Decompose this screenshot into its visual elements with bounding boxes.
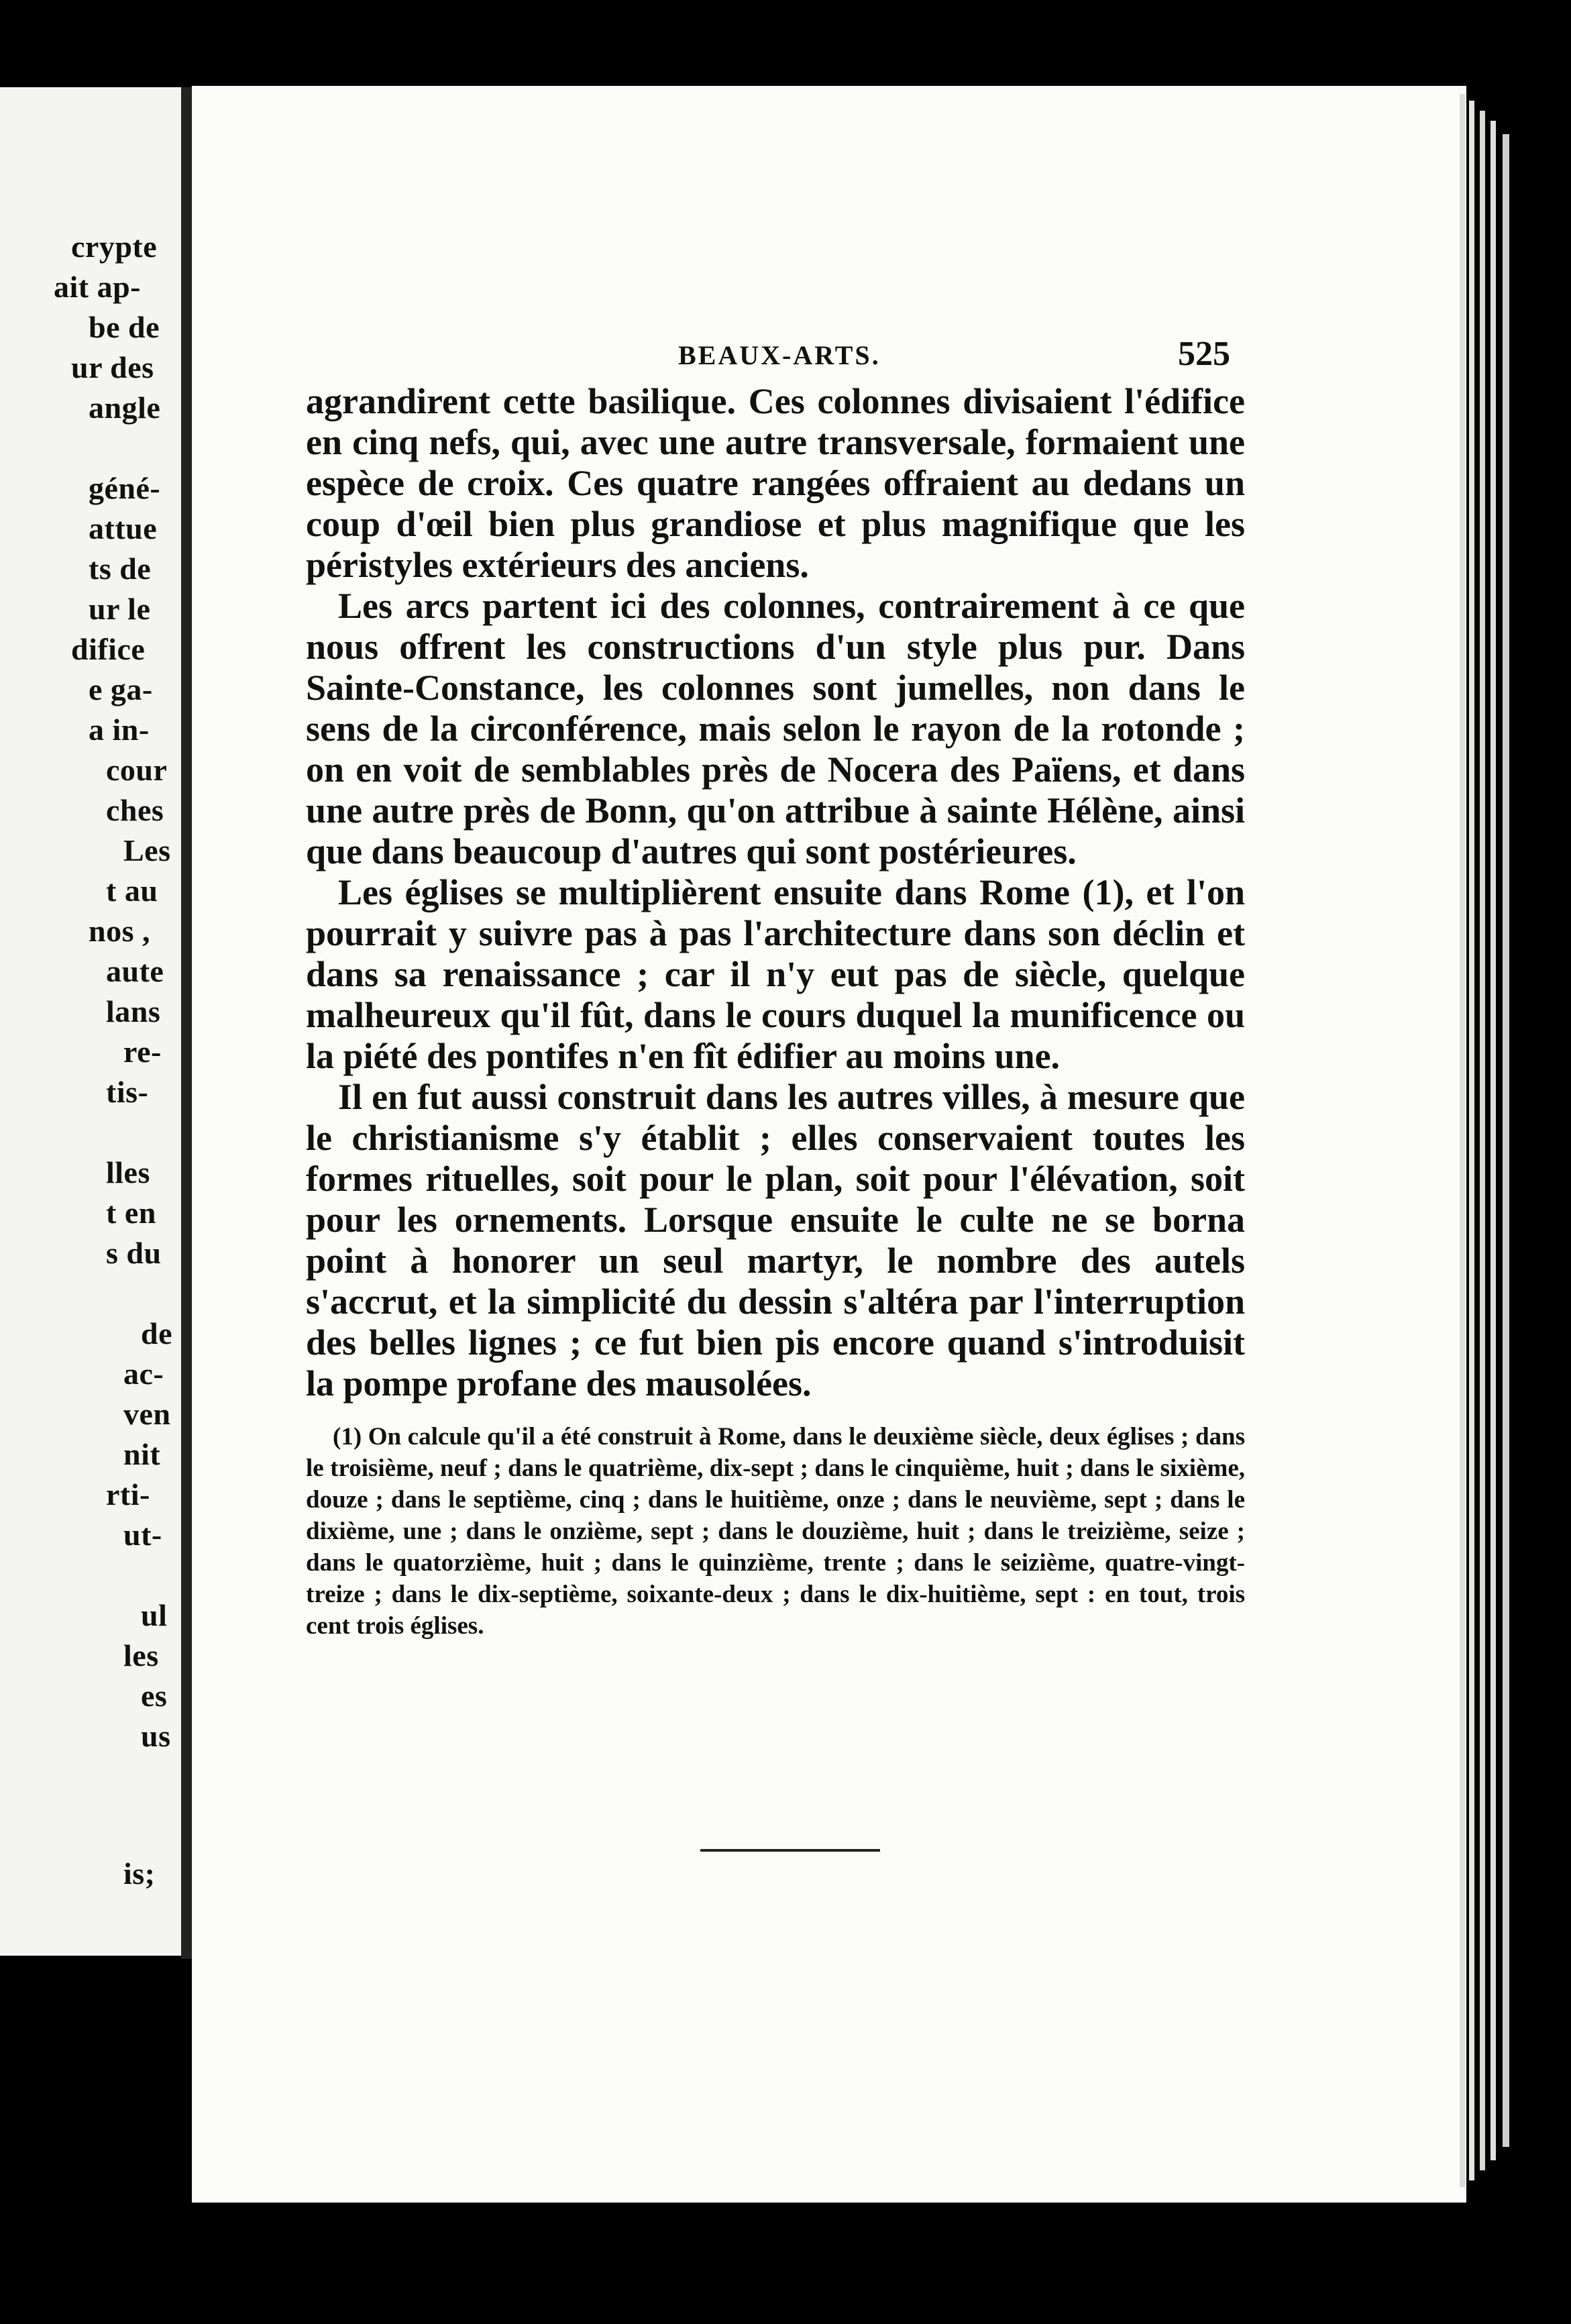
paragraph: Les églises se multiplièrent ensuite dans Rome (1), et l'on pourrait y suivre pas à pas l'architecture dans son déclin et dans sa renaissance ; car il n'y eut pas de siècle, quelque malheureux qu'il fût, dans le cours duquel la munificence ou la piété des pontifes n'en fît édifier au moins une. <box>306 872 1245 1076</box>
left-page-line: t au <box>106 874 158 908</box>
left-page-line: ut- <box>123 1518 162 1552</box>
end-rule <box>700 1849 880 1852</box>
left-page-line: aute <box>106 954 164 988</box>
left-page-line: be de <box>89 310 160 344</box>
left-page-line: angle <box>89 390 161 425</box>
left-page-line: lles <box>106 1155 150 1190</box>
left-page-line: de <box>141 1316 172 1351</box>
left-page-line: s du <box>106 1236 162 1270</box>
page-number: 525 <box>1178 335 1230 373</box>
running-head: BEAUX-ARTS. <box>678 340 881 370</box>
page-header <box>192 335 1466 380</box>
left-page-line: us <box>141 1719 171 1753</box>
left-page-line: attue <box>89 511 158 545</box>
page-edge <box>1469 101 1474 2180</box>
left-page-line: cour <box>106 753 168 787</box>
left-page-fragment <box>0 87 181 1956</box>
paragraph: agrandirent cette basilique. Ces colonnes divisaient l'édifice en cinq nefs, qui, avec une autre transversale, formaient une espèce de croix. Ces quatre rangées offraient au dedans un coup d'œil bien plus grandiose et plus magnifique que les péristyles extérieurs des anciens. <box>306 381 1245 585</box>
left-page-line: ur des <box>71 350 154 384</box>
left-page-line: es <box>141 1679 168 1713</box>
left-page-line: rti- <box>106 1477 150 1512</box>
body-text <box>306 381 1245 1404</box>
footnote: (1) On calcule qu'il a été construit à Rome, dans le deuxième siècle, deux églises ; dans le troisième, neuf ; dans le quatrième, dix-sept ; dans le cinquième, huit ; dans le sixième, douze ; dans le septième, cinq ; dans le huitième, onze ; dans le neuvième, sept ; dans le dixième, une ; dans le onzième, sept ; dans le douzième, huit ; dans le treizième, seize ; dans le quatorzième, huit ; dans le quinzième, trente ; dans le seizième, quatre-vingt-treize ; dans le dix-septième, soixante-deux ; dans le dix-huitième, sept : en tout, trois cent trois églises. <box>306 1423 1245 1640</box>
left-page-line: crypte <box>71 229 158 264</box>
page-edge <box>1480 111 1485 2170</box>
left-page-line: lans <box>106 994 161 1028</box>
left-page-line: ven <box>123 1397 171 1431</box>
left-page-line: nos , <box>89 914 150 948</box>
left-page-line: ur le <box>89 592 151 626</box>
left-page-line: tis- <box>106 1075 149 1109</box>
left-page-line: re- <box>123 1035 162 1069</box>
page-edge <box>1491 121 1496 2160</box>
paragraph: Il en fut aussi construit dans les autres villes, à mesure que le christianisme s'y établit ; elles conservaient toutes les formes rituelles, soit pour le plan, soit pour l'élévation, soit pour les ornements. Lorsque ensuite le culte ne se borna point à honorer un seul martyr, le nombre des autels s'accrut, et la simplicité du dessin s'altéra par l'interruption des belles lignes ; ce fut bien pis encore quand s'introduisit la pompe profane des mausolées. <box>306 1077 1245 1404</box>
left-page-line: ac- <box>123 1357 164 1391</box>
book-gutter <box>181 87 192 1959</box>
left-page-line: ul <box>141 1598 168 1632</box>
left-page-line: Les <box>123 833 171 867</box>
page-edge <box>1460 94 1465 2187</box>
left-page-line: les <box>123 1638 159 1673</box>
left-page-line: a in- <box>89 712 150 747</box>
left-page-line: ches <box>106 793 164 827</box>
left-page-line: e ga- <box>89 672 153 706</box>
left-page-line: ait ap- <box>54 270 141 304</box>
left-page-line: t en <box>106 1196 156 1230</box>
left-page-line: géné- <box>89 471 161 505</box>
left-page-line: nit <box>123 1437 161 1471</box>
left-page-line: ts de <box>89 551 152 586</box>
paragraph: Les arcs partent ici des colonnes, contrairement à ce que nous offrent les constructions d'un style plus pur. Dans Sainte-Constance, les colonnes sont jumelles, non dans le sens de la circonférence, mais selon le rayon de la rotonde ; on en voit de semblables près de Nocera des Païens, et dans une autre près de Bonn, qu'on attribue à sainte Hélène, ainsi que dans beaucoup d'autres qui sont postérieures. <box>306 586 1245 872</box>
page-edge <box>1503 134 1509 2147</box>
book-page <box>192 86 1466 2203</box>
left-page-line: is; <box>123 1856 156 1891</box>
left-page-line: difice <box>71 632 146 666</box>
